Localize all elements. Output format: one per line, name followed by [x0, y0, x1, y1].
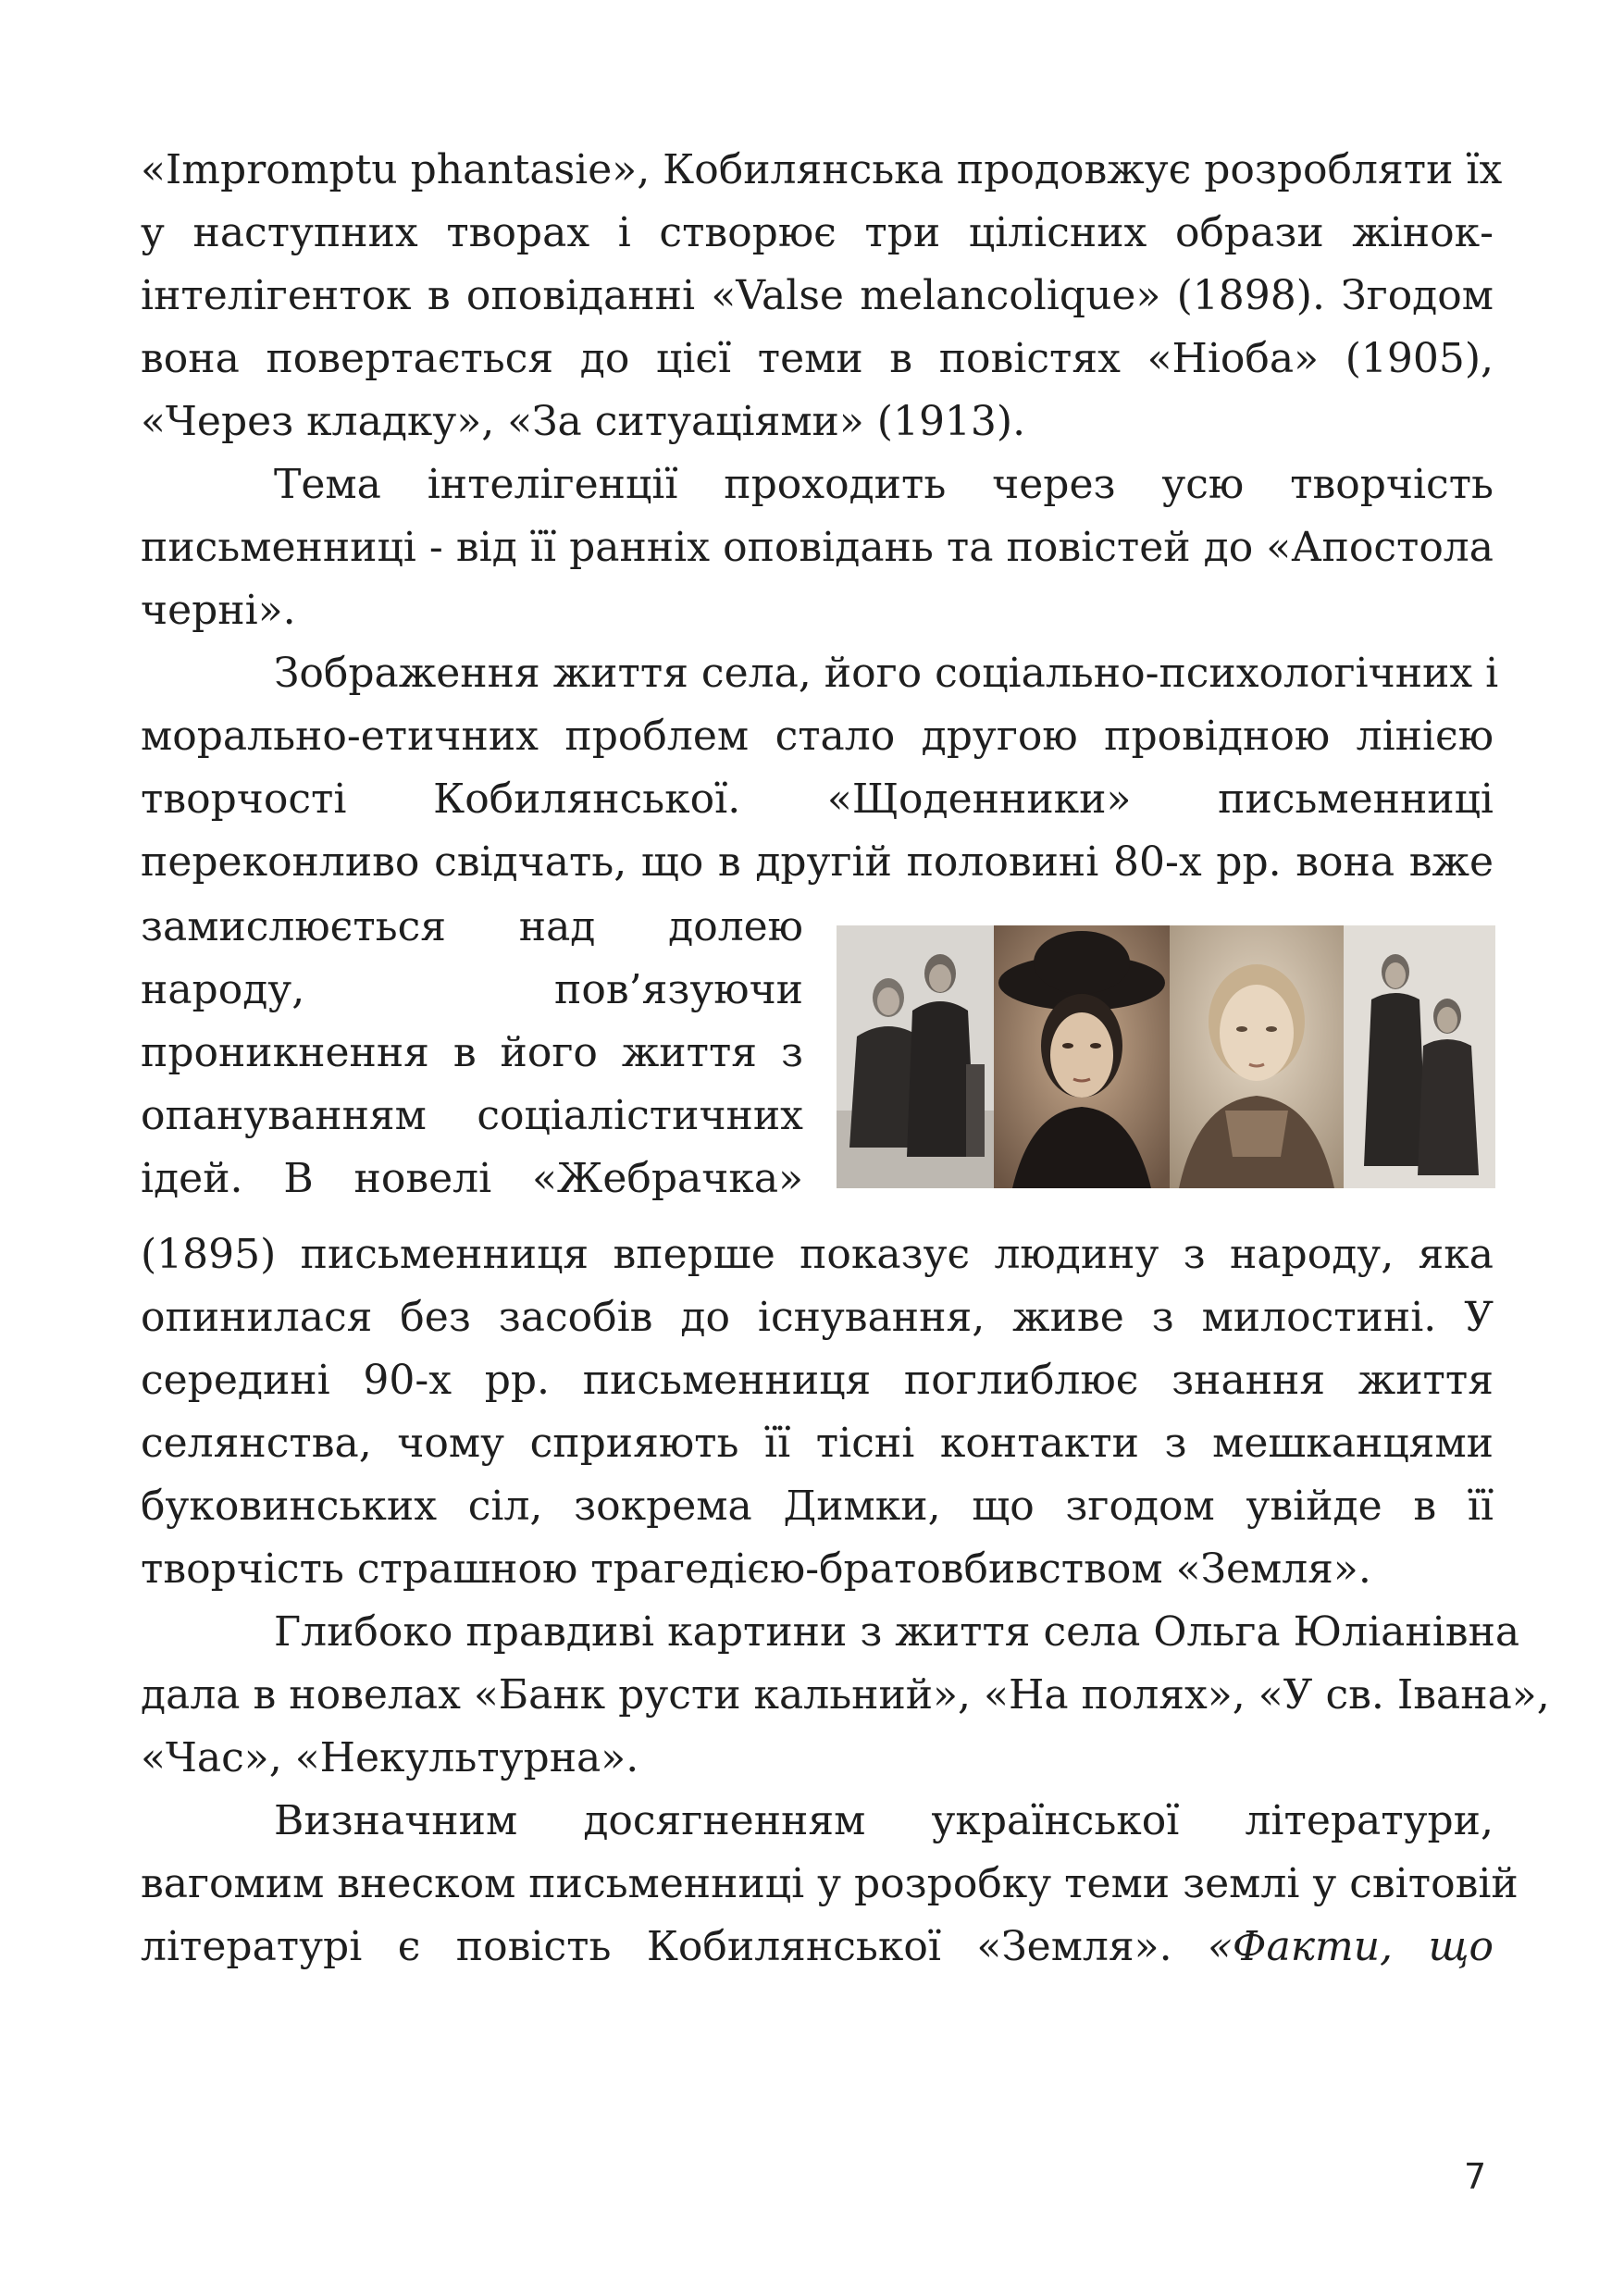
- text-line: середині 90-х рр. письменниця поглиблює знання життя: [141, 1357, 1494, 1404]
- paragraph-2: [141, 453, 1494, 642]
- text-line: інтелігенток в оповіданні «Valse melancolique» (1898). Згодом: [141, 272, 1494, 319]
- text-line: черні».: [141, 587, 296, 634]
- woman-in-hat-portrait-icon: [994, 925, 1170, 1188]
- text-line: вона повертається до цієї теми в повістях «Ніоба» (1905),: [141, 335, 1494, 382]
- text-line: проникнення в його життя з: [141, 1029, 803, 1076]
- text-line: Тема інтелігенції проходить через усю творчість: [274, 461, 1494, 508]
- text-line: Визначним досягненням української літератури,: [274, 1797, 1494, 1844]
- paragraph-1: [141, 139, 1503, 453]
- text-line: вагомим внеском письменниці у розробку теми землі у світовій: [141, 1860, 1519, 1907]
- text-block-top: [141, 139, 1503, 894]
- paragraph-4: [141, 1223, 1494, 1601]
- text-line: буковинських сіл, зокрема Димки, що згодом увійде в її: [141, 1483, 1494, 1530]
- text-line: опануванням соціалістичних: [141, 1092, 803, 1139]
- text-line: «Impromptu phantasie», Кобилянська продовжує розробляти їх: [141, 146, 1503, 193]
- text-line: [141, 1916, 1494, 1979]
- paragraph-6: [141, 1790, 1519, 1979]
- woman-portrait-icon: [1170, 925, 1344, 1188]
- two-women-standing-photo-icon: [1344, 925, 1495, 1188]
- photo-collage: [837, 925, 1495, 1188]
- paragraph-5: [141, 1601, 1550, 1790]
- text-line: морально-етичних проблем стало другою провідною лінією: [141, 713, 1494, 760]
- text-line: переконливо свідчать, що в другій половині 80-х рр. вона вже: [141, 838, 1494, 886]
- text-line: народу, пов’язуючи: [141, 966, 803, 1013]
- text-line: Зображення життя села, його соціально-психологічних і: [274, 650, 1499, 697]
- text-line: «Час», «Некультурна».: [141, 1734, 639, 1781]
- text-line: (1895) письменниця вперше показує людину з народу, яка: [141, 1231, 1494, 1278]
- text-beside-photo: [141, 896, 803, 1210]
- text-line: замислюється над долею: [141, 903, 803, 950]
- text-line: творчості Кобилянської. «Щоденники» письменниці: [141, 776, 1494, 823]
- text-line: у наступних творах і створює три цілісних образи жінок-: [141, 209, 1494, 256]
- two-women-seated-photo-icon: [837, 925, 994, 1188]
- text-line: творчість страшною трагедією-братовбивством «Земля».: [141, 1545, 1371, 1593]
- paragraph-3: [141, 642, 1499, 894]
- text-block-bottom: [141, 1223, 1550, 1979]
- text-segment: літературі є повість Кобилянської «Земля».: [141, 1923, 1172, 1970]
- text-line: письменниці - від її ранніх оповідань та повістей до «Апостола: [141, 524, 1494, 571]
- page-number: 7: [1464, 2156, 1487, 2197]
- text-line: ідей. В новелі «Жебрачка»: [141, 1155, 803, 1202]
- italic-quote: «Факти, що: [1208, 1923, 1494, 1970]
- text-line: опинилася без засобів до існування, живе з милостині. У: [141, 1294, 1494, 1341]
- text-line: селянства, чому сприяють її тісні контакти з мешканцями: [141, 1420, 1494, 1467]
- text-line: Глибоко правдиві картини з життя села Ольга Юліанівна: [274, 1608, 1520, 1656]
- text-line: дала в новелах «Банк русти кальний», «На полях», «У св. Івана»,: [141, 1671, 1550, 1719]
- text-line: «Через кладку», «За ситуаціями» (1913).: [141, 398, 1026, 445]
